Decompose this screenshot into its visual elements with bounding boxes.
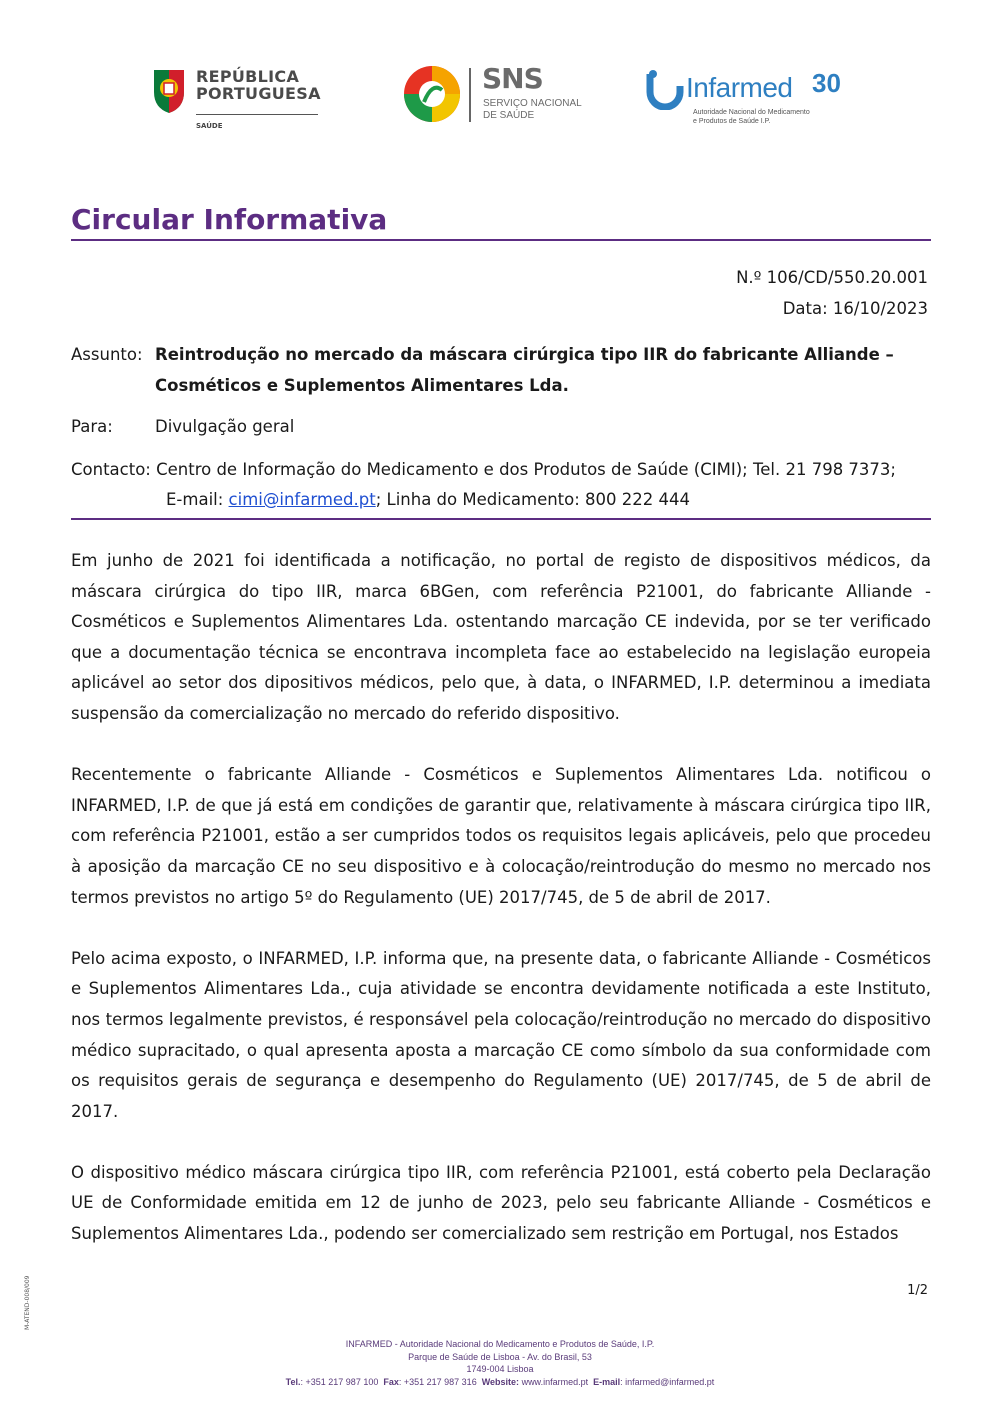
footer-web-label: Website:: [481, 1376, 520, 1387]
footer-fax-label: Fax: [383, 1376, 399, 1387]
circular-number: N.º 106/CD/550.20.001: [736, 268, 928, 287]
rp-divider: [196, 114, 318, 115]
header-divider: [71, 518, 931, 520]
sns-sub1: SERVIÇO NACIONAL: [483, 98, 582, 109]
footer-fax: : +351 217 987 316: [398, 1376, 477, 1387]
rp-line2: PORTUGUESA: [196, 84, 321, 103]
page-number: 1/2: [907, 1283, 928, 1298]
contact-block: [71, 455, 931, 515]
contact-line1: Contacto: Centro de Informação do Medicamento e dos Produtos de Saúde (CIMI); Tel. 21 798 7373;: [71, 460, 896, 479]
portugal-emblem-icon: [152, 66, 186, 114]
footer: [0, 1338, 1000, 1388]
header-logos: [0, 60, 1000, 140]
footer-email[interactable]: : infarmed@infarmed.pt: [620, 1376, 715, 1387]
footer-email-label: E-mail: [593, 1376, 621, 1387]
footer-line2: Parque de Saúde de Lisboa - Av. do Brasil, 53: [408, 1351, 592, 1362]
title-divider: [71, 239, 931, 241]
infarmed-30-anos: 30: [812, 68, 841, 98]
email-prefix: E-mail:: [166, 490, 229, 509]
document-body: [71, 546, 931, 1280]
subject-text: Reintrodução no mercado da máscara cirúrgica tipo IIR do fabricante Alliande – Cosméticos e Suplementos Alimentares Lda.: [155, 345, 894, 395]
sns-logo: [402, 64, 582, 134]
footer-contacts: [0, 1376, 1000, 1389]
body-paragraph: Recentemente o fabricante Alliande - Cosméticos e Suplementos Alimentares Lda. notificou o INFARMED, I.P. de que já está em condições de garantir que, relativamente à máscara cirúrgica tipo IIR, com referência P21001, estão a ser cumpridos todos os requisitos legais aplicáveis, pelo que procedeu à aposição da marcação CE no seu dispositivo e à colocação/reintrodução do mesmo no mercado nos termos previstos no artigo 5º do Regulamento (UE) 2017/745, de 5 de abril de 2017.: [71, 765, 931, 907]
recipient-label: Para:: [71, 417, 113, 436]
sns-title: SNS: [482, 62, 543, 95]
circular-date: Data: 16/10/2023: [782, 299, 928, 318]
footer-tel-label: Tel.: [285, 1376, 301, 1387]
footer-line1: INFARMED - Autoridade Nacional do Medicamento e Produtos de Saúde, I.P.: [345, 1339, 655, 1349]
sns-sub2: DE SAÚDE: [483, 110, 535, 121]
sns-emblem-icon: [402, 64, 462, 124]
footer-tel: : +351 217 987 100: [300, 1376, 379, 1387]
footer-line3: 1749-004 Lisboa: [466, 1364, 534, 1374]
infarmed-sub2: e Produtos de Saúde I.P.: [693, 118, 771, 125]
infarmed-sub1: Autoridade Nacional do Medicamento: [693, 109, 810, 116]
recipient-text: Divulgação geral: [155, 417, 295, 436]
infarmed-drop-icon: [644, 68, 686, 110]
rp-sub: SAÚDE: [196, 122, 223, 130]
body-paragraph: Em junho de 2021 foi identificada a notificação, no portal de registo de dispositivos médicos, da máscara cirúrgica do tipo IIR, marca 6BGen, com referência P21001, do fabricante Alliande - Cosméticos e Suplementos Alimentares Lda. ostentando marcação CE indevida, por se ter verificado que a documentação técnica se encontrava incompleta face ao estabelecido na legislação europeia aplicável ao setor dos dipositivos médicos, pelo que, à data, o INFARMED, I.P. determinou a imediata suspensão da comercialização no mercado do referido dispositivo.: [71, 551, 931, 723]
footer-web[interactable]: www.infarmed.pt: [519, 1376, 589, 1387]
body-paragraph: O dispositivo médico máscara cirúrgica tipo IIR, com referência P21001, está coberto pela Declaração UE de Conformidade emitida em 12 de junho de 2023, pelo seu fabricante Alliande - Cosméticos e Suplementos Alimentares Lda., podendo ser comercializado sem restrição em Portugal, nos Estados: [71, 1162, 931, 1244]
infarmed-name: Infarmed: [686, 72, 793, 103]
email-link[interactable]: cimi@infarmed.pt: [228, 490, 376, 509]
republica-portuguesa-logo: [152, 66, 322, 136]
subject-label: Assunto:: [71, 345, 143, 364]
infarmed-logo: [644, 68, 854, 138]
contact-line2: [71, 485, 931, 515]
reference-block: [736, 262, 928, 324]
body-paragraph: Pelo acima exposto, o INFARMED, I.P. informa que, na presente data, o fabricante Alliande - Cosméticos e Suplementos Alimentares Lda., cuja atividade se encontra devidamente notificada a este Instituto, nos termos legalmente previstos, é responsável pela colocação/reintrodução no mercado do dispositivo médico supracitado, o qual apresenta aposta a marcação CE como símbolo da sua conformidade com os requisitos gerais de segurança e desempenho do Regulamento (UE) 2017/745, de 5 de abril de 2017.: [71, 948, 931, 1121]
sns-divider: [469, 68, 471, 122]
rp-line1: REPÚBLICA: [196, 67, 300, 86]
form-code: M-ATEND-008/009: [24, 1275, 31, 1330]
document-title: Circular Informativa: [71, 203, 388, 236]
helpline-text: ; Linha do Medicamento: 800 222 444: [375, 490, 691, 509]
